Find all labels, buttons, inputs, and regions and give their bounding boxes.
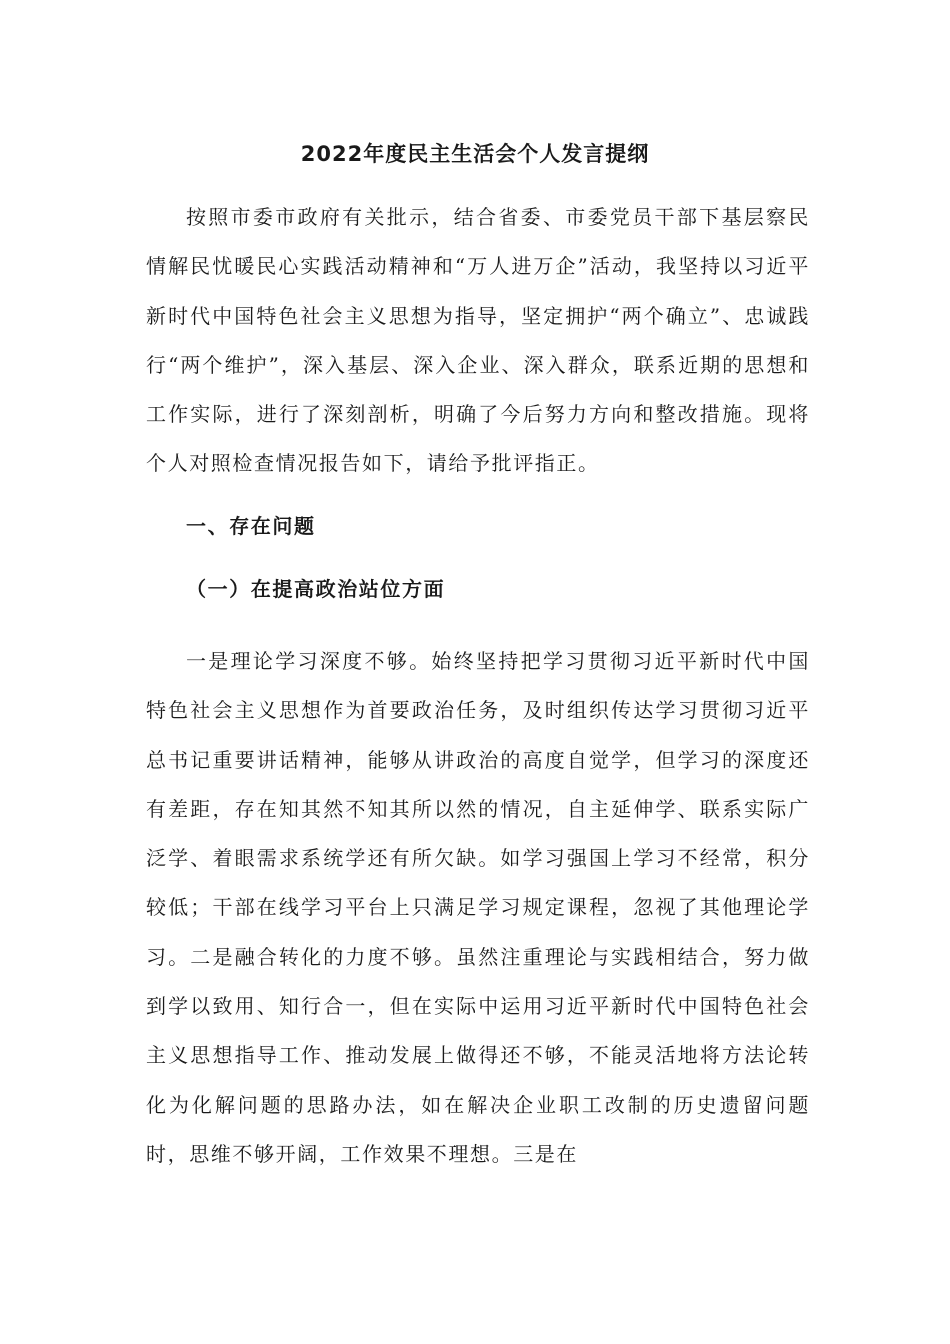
body-paragraph: 一是理论学习深度不够。始终坚持把学习贯彻习近平新时代中国特色社会主义思想作为首要政治任务，及时组织传达学习贯彻习近平总书记重要讲话精神，能够从讲政治的高度自觉学，但学习的深度还有差距，存在知其然不知其所以然的情况，自主延伸学、联系实际广泛学、着眼需求系统学还有所欠缺。如学习强国上学习不经常，积分较低；干部在线学习平台上只满足学习规定课程，忽视了其他理论学习。二是融合转化的力度不够。虽然注重理论与实践相结合，努力做到学以致用、知行合一，但在实际中运用习近平新时代中国特色社会主义思想指导工作、推动发展上做得还不够，不能灵活地将方法论转化为化解问题的思路办法，如在解决企业职工改制的历史遗留问题时，思维不够开阔，工作效果不理想。三是在 xyxy=(146,649,810,1166)
subsection-heading: （一）在提高政治站位方面 xyxy=(186,577,446,601)
section-heading: 一、存在问题 xyxy=(186,514,316,538)
document-title: 2022年度民主生活会个人发言提纲 xyxy=(300,142,650,166)
intro-paragraph: 按照市委市政府有关批示，结合省委、市委党员干部下基层察民情解民忧暖民心实践活动精神和“万人进万企”活动，我坚持以习近平新时代中国特色社会主义思想为指导，坚定拥护“两个确立”、忠诚践行“两个维护”，深入基层、深入企业、深入群众，联系近期的思想和工作实际，进行了深刻剖析，明确了今后努力方向和整改措施。现将个人对照检查情况报告如下，请给予批评指正。 xyxy=(146,205,810,476)
